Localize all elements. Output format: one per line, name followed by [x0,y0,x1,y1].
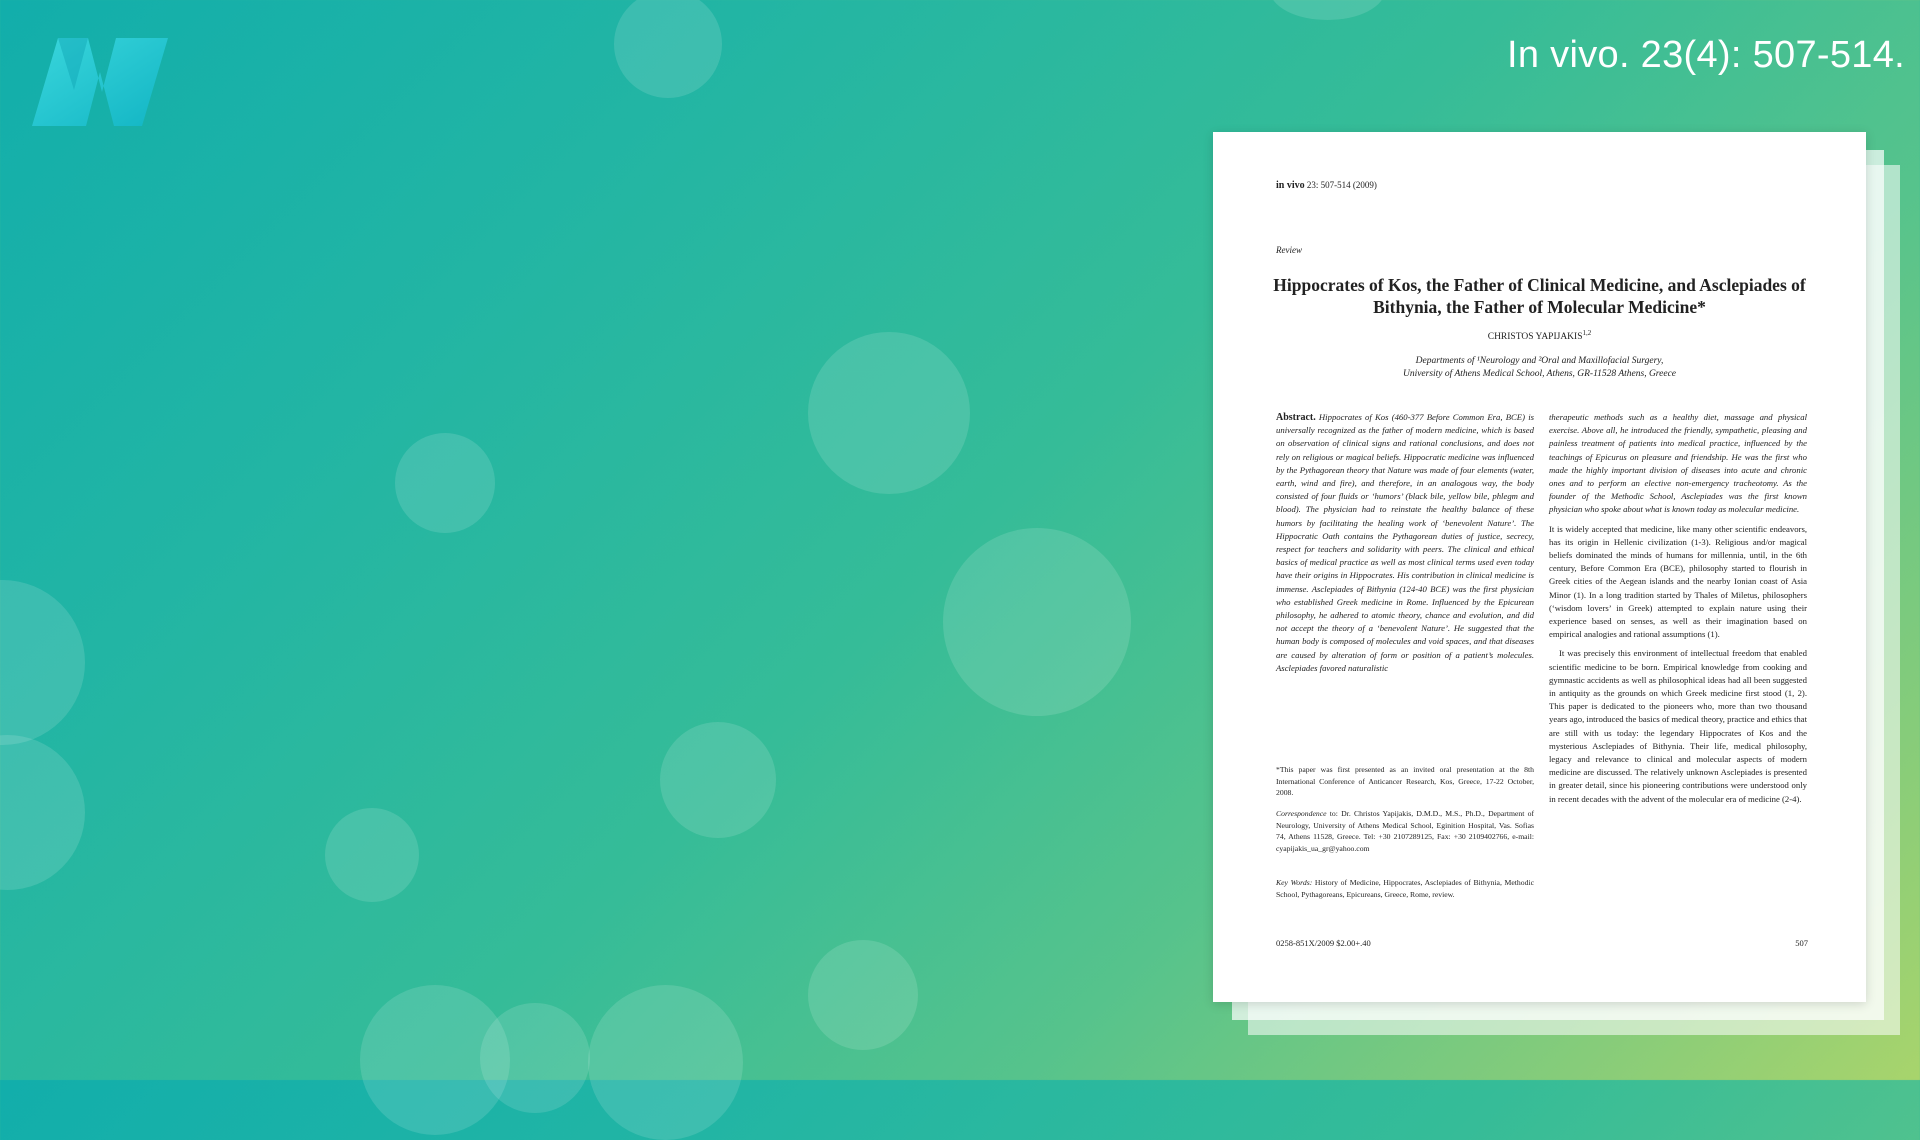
bokeh-circle [808,940,918,1050]
footnote-correspondence [1276,808,1534,854]
footnote-keywords [1276,877,1534,900]
body-paragraph: It was precisely this environment of intellectual freedom that enabled scientific medicine to be born. Empirical knowledge from cooking and gymnastic accidents as well as philosophical ideas had all been suggested in antiquity as the grounds on which Greek medicine first stood (1, 2). This paper is dedicated to the pioneers who, more than two thousand years ago, introduced the basics of medical theory, practice and ethics that are still with us today: the legendary Hippocrates of Kos and the mysterious Asclepiades of Bithynia. Their life, medical philosophy, legacy and relevance to clinical and molecular aspects of modern medicine are discussed. The relatively unknown Asclepiades is presented in greater detail, since his pioneering contributions were understood only in recent decades with the advent of the molecular era of medicine (2-4). [1549,648,1807,804]
author-name: CHRISTOS YAPIJAKIS [1487,332,1583,343]
correspondence-text: to: Dr. Christos Yapijakis, D.M.D., M.S., Ph.D., Department of Neurology, University of Athens Medical School, Eginition Hospital, Vas. Sofias 74, Athens 11528, Greece. Tel: +30 2107289125, Fax: +30 2109402766, e-mail: cyapijakis_ua_gr@yahoo.com [1276,809,1534,853]
journal-name: in vivo [1276,180,1305,191]
brand-logo[interactable] [30,30,170,130]
abstract-text: Hippocrates of Kos (460-377 Before Common Era, BCE) is universally recognized as the father of modern medicine, which is based on observation of clinical signs and rational conclusions, and does not rely on religious or magical beliefs. Hippocratic medicine was influenced by the Pythagorean theory that Nature was made of four elements (water, earth, wind and fire), and therefore, in an analogous way, the body consisted of four fluids or ‘humors’ (black bile, yellow bile, phlegm and blood). The physician had to reinstate the healthy balance of these humors by facilitating the healing work of ‘benevolent Nature’. The Hippocratic Oath contains the Pythagorean duties of justice, secrecy, respect for teachers and solidarity with peers. The clinical and ethical basics of medical practice as well as most clinical terms used even today have their origins in Hippocrates. His contribution in clinical medicine is immense. Asclepiades of Bithynia (124-40 BCE) was the first physician who established Greek medicine in Rome. Influenced by the Epicurean philosophy, he adhered to atomic theory, chance and evolution, and did not accept the theory of a ‘benevolent Nature’. He suggested that the human body is composed of molecules and void spaces, and that diseases are caused by alteration of form or position of a patient’s molecules. Asclepiades favored naturalistic [1276,412,1534,673]
bokeh-circle [588,985,743,1140]
bokeh-circle [808,332,970,494]
body-paragraph: It is widely accepted that medicine, like many other scientific endeavors, has its origin in Hellenic civilization (1-3). Religious and/or magical beliefs dominated the minds of humans for millennia, until, in the 6th century, Before Common Era (BCE), philosophy started to flourish in Greek cities of the Aegean islands and the nearby Ionian coast of Asia Minor (1). In a long tradition started by Thales of Miletus, philosophers (‘wisdom lovers’ in Greek) attempted to explain nature using their experience based on senses, as well as their imagination based on empirical analogies and rational assumptions (1). [1549,523,1807,640]
bokeh-circle [1270,0,1385,20]
affiliation-line-1: Departments of ¹Neurology and ²Oral and Maxillofacial Surgery, [1415,356,1664,366]
citation-text: In vivo. 23(4): 507-514. [1507,34,1905,76]
journal-issue: 23: 507-514 (2009) [1306,180,1377,190]
page-number: 507 [1795,938,1808,948]
bokeh-circle [480,1003,590,1113]
issn-code: 0258-851X/2009 $2.00+.40 [1276,938,1371,948]
paper-author [1213,329,1866,342]
journal-header [1276,180,1377,191]
bokeh-circle [614,0,722,98]
keywords-text: History of Medicine, Hippocrates, Asclepiades of Bithynia, Methodic School, Pythagoreans, Epicureans, Greece, Rome, review. [1276,878,1535,899]
abstract-column [1276,411,1534,675]
paper-affiliation [1253,355,1826,381]
affiliation-line-2: University of Athens Medical School, Athens, GR-11528 Athens, Greece [1402,369,1677,379]
abstract-label: Abstract. [1276,412,1316,423]
n-logo-icon [30,30,170,130]
correspondence-label: Correspondence [1276,809,1327,818]
bokeh-circle [0,580,85,745]
section-label: Review [1276,245,1302,255]
paper-title: Hippocrates of Kos, the Father of Clinical Medicine, and Asclepiades of Bithynia, the Father of Molecular Medicine* [1273,275,1806,317]
keywords-label: Key Words: [1276,878,1313,887]
bokeh-circle [325,808,419,902]
bokeh-circle [660,722,776,838]
author-affil-marks: 1,2 [1582,329,1592,337]
abstract-continuation: therapeutic methods such as a healthy diet, massage and physical exercise. Above all, he introduced the friendly, sympathetic, pleasing and painless treatment of patients into medical practice, influenced by the teachings of Epicurus on pleasure and friendship. He was the first who made the highly important division of diseases into acute and chronic ones and to perform an elective non-emergency tracheotomy. As the founder of the Methodic School, Asclepiades was the first known physician who spoke about what is known today as molecular medicine. [1549,412,1807,515]
bokeh-circle [0,735,85,890]
footnote-presentation: *This paper was first presented as an invited oral presentation at the 8th International Conference of Anticancer Research, Kos, Greece, 17-22 October, 2008. [1276,765,1534,797]
bokeh-circle [395,433,495,533]
paper-preview-page [1213,132,1866,1002]
bokeh-circle [943,528,1131,716]
body-column [1549,411,1807,812]
